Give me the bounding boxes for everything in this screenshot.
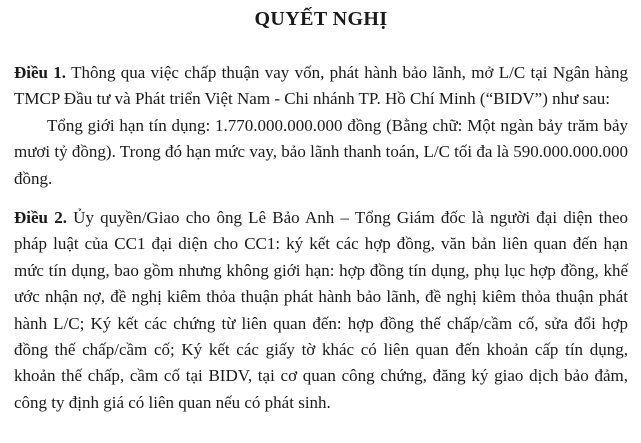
article-1-text: Thông qua việc chấp thuận vay vốn, phát hành bảo lãnh, mở L/C tại Ngân hàng TMCP Đầu tư và Phát triển Việt Nam - Chi nhánh TP. Hồ Chí Minh (“BIDV”) như sau: [14, 63, 628, 109]
article-2-label: Điều 2. [14, 208, 67, 228]
credit-limit-paragraph: Tổng giới hạn tín dụng: 1.770.000.000.000 đồng (Bằng chữ: Một ngàn bảy trăm bảy mươi tỷ đồng). Trong đó hạn mức vay, bảo lãnh thanh toán, L/C tối đa là 590.000.000.000 đồng. [14, 115, 628, 188]
document-title: QUYẾT NGHỊ [254, 8, 388, 30]
article-2-paragraph [14, 205, 628, 416]
article-1-paragraph [14, 60, 628, 113]
article-1-label: Điều 1. [14, 63, 67, 82]
article-2-text: Ủy quyền/Giao cho ông Lê Bảo Anh – Tổng Giám đốc là người đại diện theo pháp luật của CC1 đại diện cho CC1: ký kết các hợp đồng, văn bản liên quan đến hạn mức tín dụng, bao gồm nhưng không giới hạn: hợp đồng tín dụng, phụ lục hợp đồng, khế ước nhận nợ, đề nghị kiêm thỏa thuận phát hành bảo lãnh, đề nghị kiêm thỏa thuận phát hành L/C; Ký kết các chứng từ liên quan đến: hợp đồng thế chấp/cầm cố, sửa đổi hợp đồng thế chấp/cầm cố; Ký kết các giấy tờ khác có liên quan đến khoản cấp tín dụng, khoản thế chấp, cầm cố tại BIDV, tại cơ quan công chứng, đăng ký giao dịch bảo đảm, công ty định giá có liên quan nếu có phát sinh. [14, 208, 629, 412]
